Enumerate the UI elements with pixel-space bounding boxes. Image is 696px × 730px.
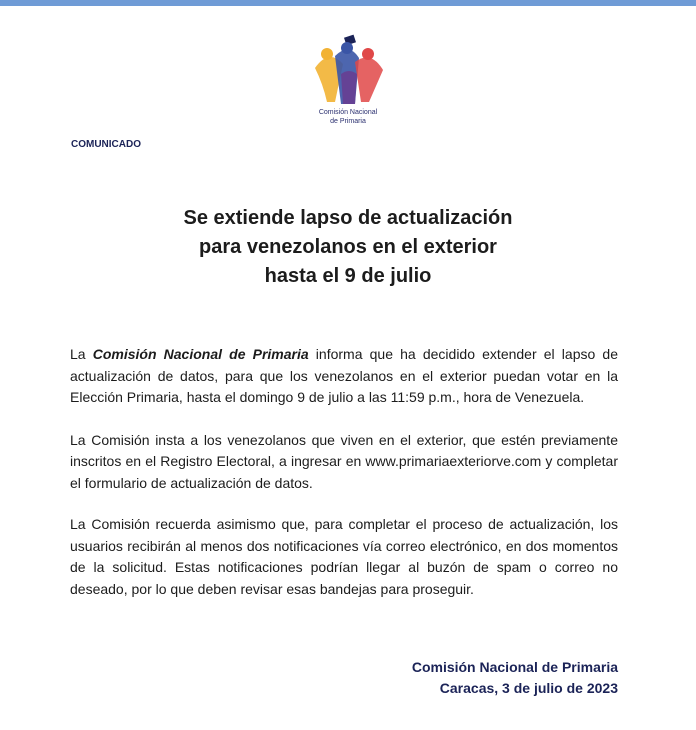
paragraph-2: La Comisión insta a los venezolanos que viven en el exterior, que estén previamente inscritos en el Registro Electoral, a ingresar en www.primariaexteriorve.com y completar el formulario de actualización de datos. xyxy=(70,431,618,491)
top-accent-bar xyxy=(0,0,696,6)
commission-logo xyxy=(305,34,391,134)
signature-place-date: Caracas, 3 de julio de 2023 xyxy=(439,680,618,696)
logo-caption xyxy=(305,108,391,126)
signature-block xyxy=(412,657,618,699)
signature-org: Comisión Nacional de Primaria xyxy=(411,659,618,675)
logo-caption-line2: de Primaria xyxy=(330,118,366,125)
paragraph-1 xyxy=(70,344,618,409)
page-title xyxy=(0,204,696,291)
commission-name-emphasis: Comisión Nacional de Primaria xyxy=(92,346,309,362)
body-text xyxy=(70,344,618,620)
paragraph-1-prefix: La xyxy=(70,346,93,362)
logo-caption-line1: Comisión Nacional xyxy=(318,109,378,116)
headline-line3: hasta el 9 de julio xyxy=(264,265,432,287)
people-ballot-logo-icon xyxy=(305,34,391,108)
headline-line2: para venezolanos en el exterior xyxy=(199,236,497,258)
paragraph-1-text: informa que ha decidido extender el lapso de actualización de datos, para que los venezolanos en el exterior puedan votar en la Elección Primaria, hasta el domingo 9 de julio a las 11:59 p.m., hora de Venezuela. xyxy=(70,346,618,405)
comunicado-label: COMUNICADO xyxy=(71,139,141,150)
paragraph-3: La Comisión recuerda asimismo que, para completar el proceso de actualización, los usuarios recibirán al menos dos notificaciones vía correo electrónico, en dos momentos de la solicitud. Estas notificaciones podrían llegar al buzón de spam o correo no deseado, por lo que deben revisar esas bandejas para proseguir. xyxy=(70,516,618,597)
headline-line1: Se extiende lapso de actualización xyxy=(183,207,513,229)
